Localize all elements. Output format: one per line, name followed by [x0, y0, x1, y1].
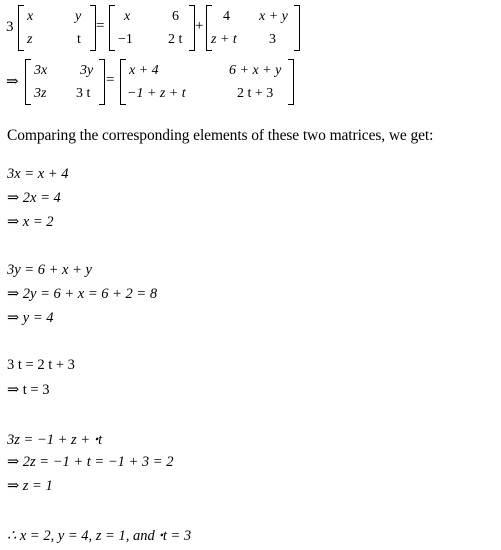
step-line: ⇒ x = 2: [7, 214, 54, 230]
matrix-cell: 2 t: [168, 32, 183, 47]
step-line: ⇒ 2z = −1 + t = −1 + 3 = 2: [7, 454, 174, 470]
matrix-cell: −1: [118, 32, 133, 47]
matrix-b-row1: [109, 5, 195, 51]
step-line: 3z = −1 + z + ꞏt: [7, 432, 103, 448]
conclusion-line: ∴ x = 2, y = 4, z = 1, and ꞏt = 3: [7, 528, 192, 544]
step-line: ⇒ 2y = 6 + x = 6 + 2 = 8: [7, 286, 158, 302]
matrix-c-row1: [206, 5, 300, 51]
step-line: 3y = 6 + x + y: [7, 262, 92, 278]
implies-symbol: ⇒: [6, 74, 19, 90]
step-line: ⇒ 2x = 4: [7, 190, 61, 206]
matrix-cell: x: [124, 9, 131, 24]
matrix-cell: 3z: [34, 86, 47, 101]
matrix-a-row2: [25, 59, 105, 105]
step-line: 3 t = 2 t + 3: [7, 357, 75, 373]
step-line: 3x = x + 4: [7, 166, 69, 182]
plus-sign: +: [195, 18, 204, 34]
matrix-cell: 2 t + 3: [237, 86, 274, 101]
comparison-sentence: Comparing the corresponding elements of these two matrices, we get:: [7, 127, 434, 144]
matrix-cell: 6 + x + y: [229, 63, 282, 78]
matrix-cell: t: [77, 32, 81, 47]
matrix-cell: x: [27, 9, 34, 24]
step-line: ⇒ z = 1: [7, 478, 53, 494]
equals-sign: =: [96, 18, 105, 34]
matrix-cell: x + 4: [129, 63, 159, 78]
matrix-cell: z + t: [211, 32, 237, 47]
matrix-a-row1: [18, 5, 96, 51]
matrix-cell: 3 t: [76, 86, 91, 101]
matrix-cell: y: [75, 9, 82, 24]
matrix-cell: x + y: [259, 9, 288, 24]
matrix-b-row2: [120, 59, 294, 105]
equals-sign: =: [106, 72, 115, 88]
matrix-cell: 4: [223, 9, 230, 24]
step-line: ⇒ t = 3: [7, 382, 50, 398]
matrix-cell: 3: [269, 32, 276, 47]
scalar-coefficient: 3: [6, 19, 14, 35]
matrix-cell: 3y: [80, 63, 94, 78]
matrix-cell: 3x: [34, 63, 48, 78]
step-line: ⇒ y = 4: [7, 310, 54, 326]
matrix-cell: z: [27, 32, 33, 47]
matrix-cell: −1 + z + t: [127, 86, 186, 101]
matrix-cell: 6: [172, 9, 179, 24]
